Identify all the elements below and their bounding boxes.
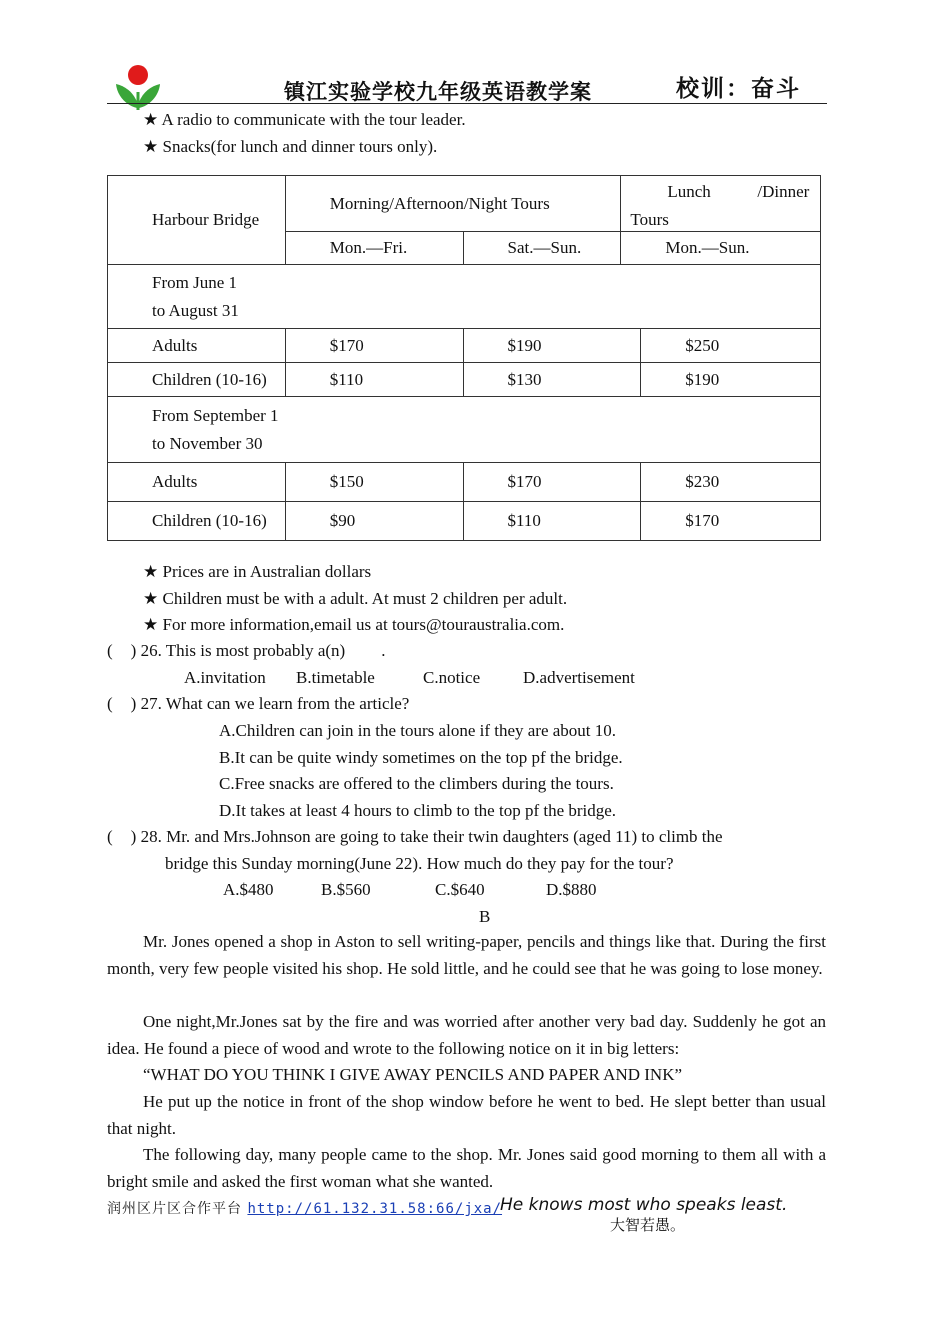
table-group-meal-tours: [621, 176, 821, 232]
table-row: [108, 463, 821, 502]
question-28: [107, 826, 723, 848]
period-autumn-end: to November 30: [152, 433, 263, 453]
subheader-weekend: Sat.—Sun.: [463, 232, 621, 265]
header-divider: [107, 103, 827, 104]
price-cell: $170: [285, 329, 463, 363]
q26-option-b: B.timetable: [296, 668, 375, 687]
section-b-paragraph-1: Mr. Jones opened a shop in Aston to sell writing-paper, pencils and things like that. During the first month, very few people visited his shop. He sold little, and he could see that he was going to lose money.: [107, 932, 826, 978]
footer-platform-name: 润州区片区合作平台: [107, 1201, 242, 1217]
section-b-paragraph-4: He put up the notice in front of the shop window before he went to bed. He slept better than usual that night.: [107, 1092, 826, 1138]
q27-option-d: D.It takes at least 4 hours to climb to the top pf the bridge.: [219, 801, 617, 820]
section-b-paragraph-2: One night,Mr.Jones sat by the fire and was worried after another very bad day. Suddenly he got an idea. He found a piece of wood and wrote to the following notice on it in big letters:: [107, 1012, 826, 1058]
table-group-tours: Morning/Afternoon/Night Tours: [285, 176, 621, 232]
table-corner: Harbour Bridge: [108, 176, 286, 265]
question-27: [107, 693, 409, 715]
table-row: [108, 329, 821, 363]
price-cell: $170: [641, 502, 821, 541]
q28-line1: ) 28. Mr. and Mrs.Johnson are going to take their twin daughters (aged 11) to climb the: [130, 827, 723, 846]
q26-option-c: C.notice: [423, 668, 481, 687]
period-autumn: [108, 397, 821, 463]
q28-option-b: B.$560: [321, 880, 371, 899]
answer-paren: (: [107, 694, 113, 713]
footer-platform: [107, 1198, 502, 1218]
answer-paren: (: [107, 827, 113, 846]
price-cell: $110: [285, 363, 463, 397]
section-b-paragraph-5: The following day, many people came to the shop. Mr. Jones said good morning to them all with a bright smile and asked the first woman what she wanted.: [107, 1145, 826, 1191]
meal-tours-dinner: /Dinner: [757, 181, 810, 201]
q28-line2: bridge this Sunday morning(June 22). How much do they pay for the tour?: [165, 854, 674, 873]
note-children: ★ Children must be with a adult. At must 2 children per adult.: [143, 589, 568, 608]
header-motto: 校训：奋斗: [676, 76, 801, 102]
price-cell: $230: [641, 463, 821, 502]
price-cell: $190: [641, 363, 821, 397]
price-cell: $150: [285, 463, 463, 502]
footer-quote-cn: 大智若愚。: [610, 1216, 686, 1234]
row-label: Children (10-16): [108, 363, 286, 397]
period-summer: [108, 265, 821, 329]
section-b-label: B: [479, 907, 491, 926]
bullet-radio: ★ A radio to communicate with the tour leader.: [143, 110, 466, 129]
section-b-paragraph-3: “WHAT DO YOU THINK I GIVE AWAY PENCILS AND PAPER AND INK”: [143, 1065, 683, 1084]
school-logo: [113, 62, 163, 112]
row-label: Adults: [108, 463, 286, 502]
q26-option-d: D.advertisement: [523, 668, 635, 687]
q27-text: ) 27. What can we learn from the article?: [130, 694, 410, 713]
price-cell: $110: [463, 502, 641, 541]
q26-end: .: [381, 641, 386, 660]
period-autumn-start: From September 1: [152, 405, 279, 425]
price-cell: $130: [463, 363, 641, 397]
footer-link[interactable]: http://61.132.31.58:66/jxa/: [247, 1201, 503, 1217]
row-label: Adults: [108, 329, 286, 363]
q28-option-a: A.$480: [223, 880, 274, 899]
q26-option-a: A.invitation: [184, 668, 266, 687]
header-title: 镇江实验学校九年级英语教学案: [284, 80, 592, 104]
meal-tours-lunch: Lunch: [667, 181, 711, 201]
q27-option-b: B.It can be quite windy sometimes on the top pf the bridge.: [219, 748, 623, 767]
q27-option-a: A.Children can join in the tours alone if they are about 10.: [219, 721, 617, 740]
price-table: [107, 175, 821, 541]
table-row: [108, 363, 821, 397]
period-summer-start: From June 1: [152, 272, 237, 292]
meal-tours-word: Tours: [630, 209, 669, 229]
price-cell: $170: [463, 463, 641, 502]
price-cell: $190: [463, 329, 641, 363]
q28-option-c: C.$640: [435, 880, 485, 899]
footer-quote: He knows most who speaks least.: [500, 1195, 788, 1215]
subheader-allweek: Mon.—Sun.: [621, 232, 821, 265]
note-email: ★ For more information,email us at tours@touraustralia.com.: [143, 615, 565, 634]
answer-paren: (: [107, 641, 113, 660]
price-cell: $250: [641, 329, 821, 363]
price-cell: $90: [285, 502, 463, 541]
table-row: [108, 502, 821, 541]
q26-text: ) 26. This is most probably a(n): [130, 641, 346, 660]
period-summer-end: to August 31: [152, 300, 239, 320]
subheader-weekday: Mon.—Fri.: [285, 232, 463, 265]
question-26: [107, 640, 385, 662]
q28-option-d: D.$880: [546, 880, 597, 899]
row-label: Children (10-16): [108, 502, 286, 541]
q27-option-c: C.Free snacks are offered to the climbers during the tours.: [219, 774, 614, 793]
bullet-snacks: ★ Snacks(for lunch and dinner tours only).: [143, 137, 438, 156]
note-currency: ★ Prices are in Australian dollars: [143, 562, 372, 581]
